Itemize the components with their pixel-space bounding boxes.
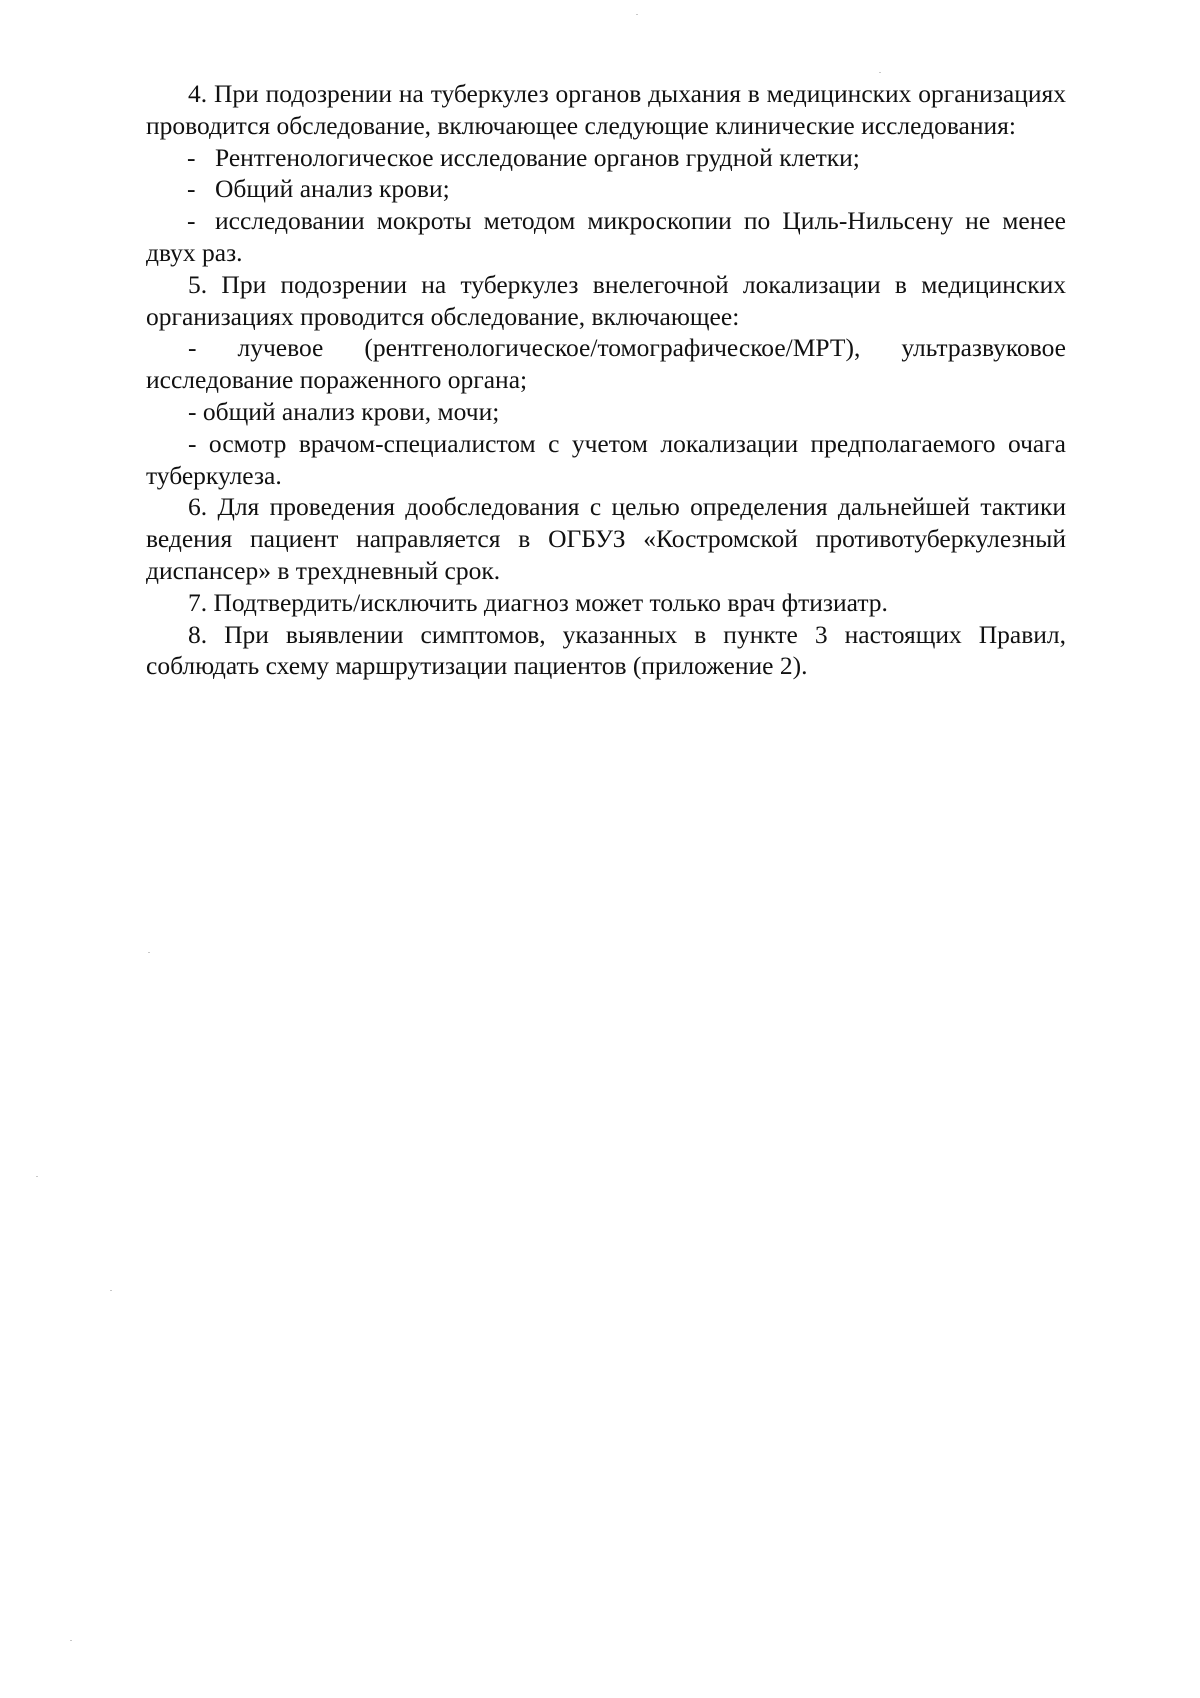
scan-artifact — [636, 14, 638, 15]
paragraph-6: 6. Для проведения дообследования с целью определения дальнейшей тактики ведения пациент направляется в ОГБУЗ «Костромской противотуберкулезный диспансер» в трехдневный срок. — [146, 492, 1066, 585]
paragraph-4-item — [146, 205, 1066, 269]
scan-artifact — [110, 1290, 112, 1291]
paragraph-4-item — [146, 173, 1066, 205]
paragraph-4-lead: 4. При подозрении на туберкулез органов дыхания в медицинских организациях проводится обследование, включающее следующие клинические исследования: — [146, 79, 1066, 140]
paragraph-5-item: - лучевое (рентгенологическое/томографическое/МРТ), ультразвуковое исследование пораженного органа; — [146, 333, 1066, 395]
paragraph-5-item: - осмотр врачом-специалистом с учетом локализации предполагаемого очага туберкулеза. — [146, 428, 1066, 490]
paragraph-4-item-text: Рентгенологическое исследование органов грудной клетки; — [215, 142, 860, 172]
scan-artifact — [148, 952, 150, 953]
paragraph-4-item-text: Общий анализ крови; — [215, 174, 450, 204]
scan-artifact — [36, 1176, 38, 1177]
scan-artifact — [879, 72, 881, 73]
paragraph-4-item — [146, 142, 1066, 174]
paragraph-5-item: - общий анализ крови, мочи; — [188, 396, 500, 426]
paragraph-8: 8. При выявлении симптомов, указанных в пункте 3 настоящих Правил, соблюдать схему маршрутизации пациентов (приложение 2). — [146, 619, 1066, 681]
paragraph-4-item-text: исследовании мокроты методом микроскопии по Циль-Нильсену не менее двух раз. — [146, 206, 1066, 267]
list-dash: - — [187, 142, 196, 172]
paragraph-7: 7. Подтвердить/исключить диагноз может только врач фтизиатр. — [188, 587, 888, 617]
document-body — [146, 78, 1066, 682]
list-dash: - — [187, 174, 196, 204]
list-dash: - — [187, 206, 196, 236]
scan-artifact — [70, 1640, 72, 1641]
paragraph-5-lead: 5. При подозрении на туберкулез внелегочной локализации в медицинских организациях проводится обследование, включающее: — [146, 269, 1066, 331]
